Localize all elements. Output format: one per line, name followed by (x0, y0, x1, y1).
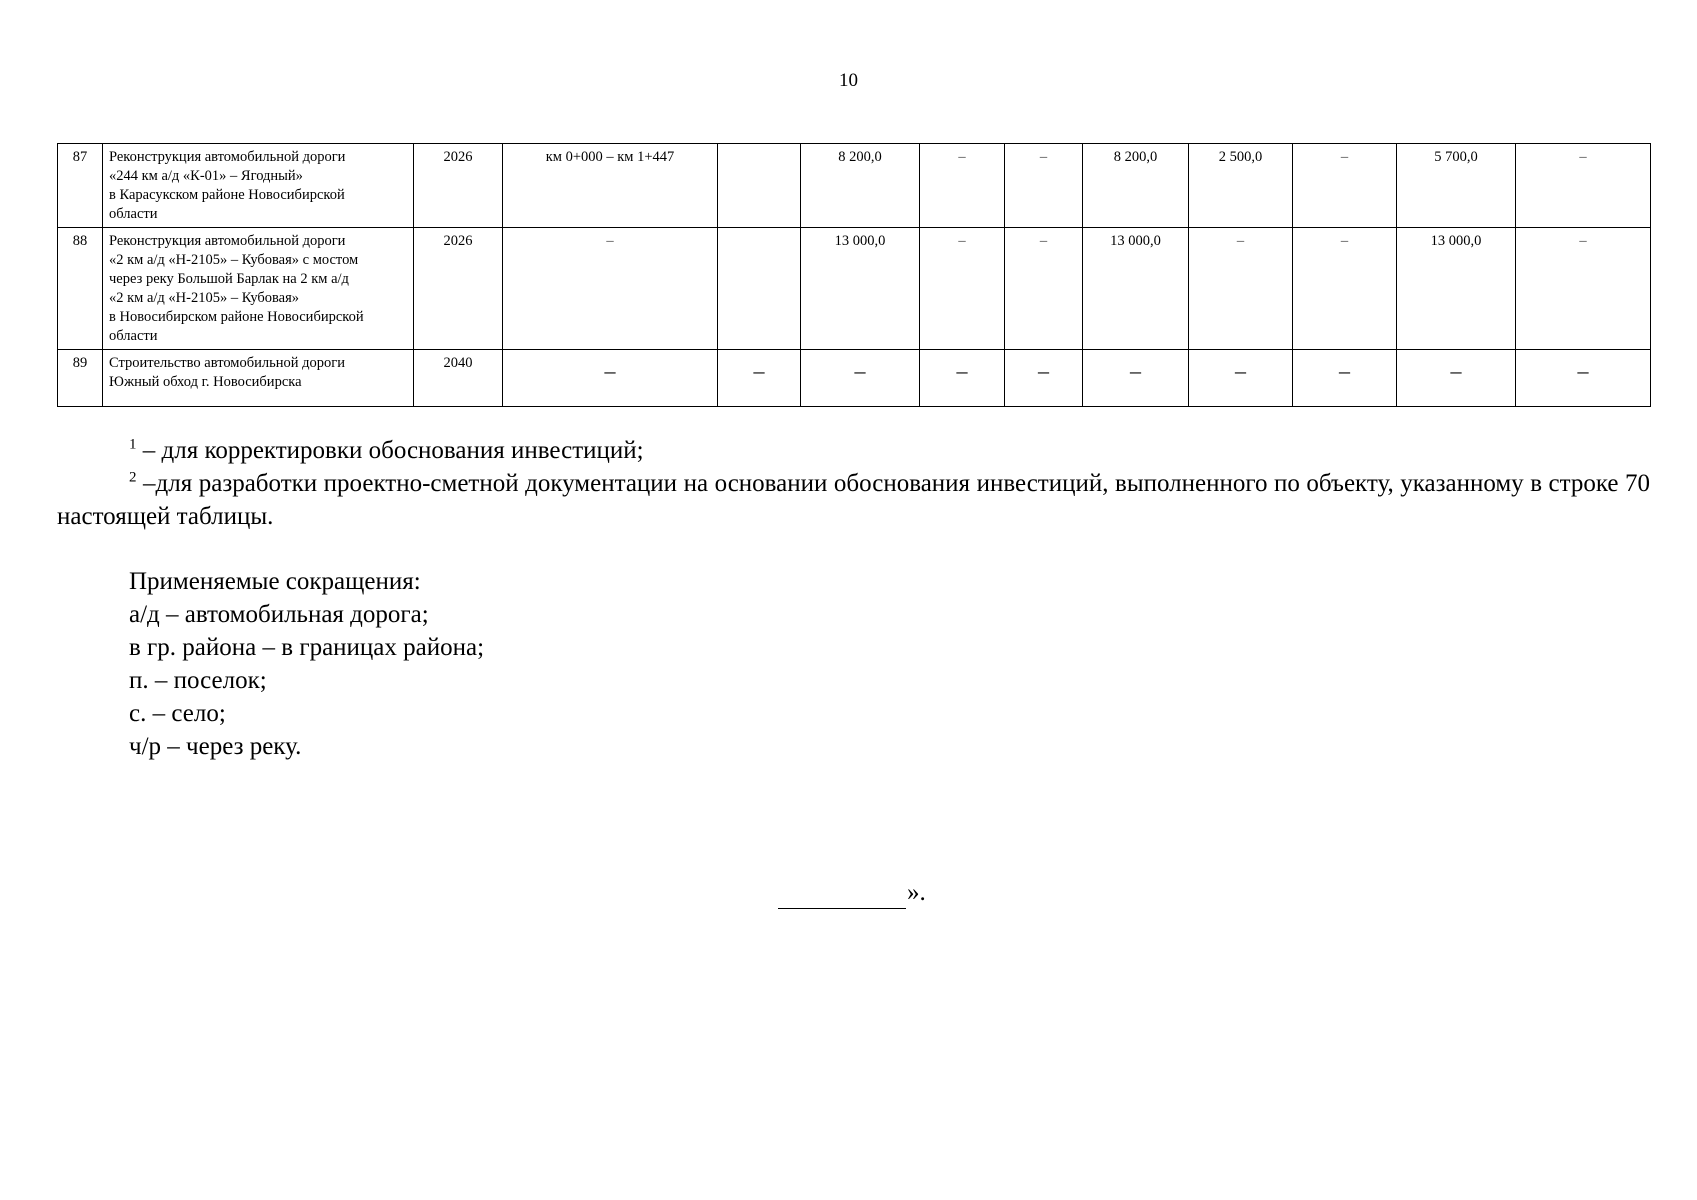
value-cell: – (1189, 350, 1293, 407)
row-number: 89 (58, 350, 103, 407)
investment-table (57, 143, 1651, 407)
value-cell: – (1005, 144, 1083, 228)
section-cell: – (503, 228, 718, 350)
row-number: 88 (58, 228, 103, 350)
value-cell: 13 000,0 (1397, 228, 1516, 350)
value-cell: – (1293, 144, 1397, 228)
closing-line (778, 880, 906, 909)
table-row (58, 350, 1651, 407)
value-cell: – (801, 350, 920, 407)
footnote-text: – для корректировки обоснования инвестиций; (136, 437, 644, 464)
abbreviations (129, 565, 484, 763)
footnotes (57, 434, 1650, 533)
abbreviation-item: ч/р – через реку. (129, 733, 302, 760)
value-cell: – (1516, 144, 1651, 228)
value-cell: 13 000,0 (801, 228, 920, 350)
page-number: 10 (839, 70, 858, 91)
abbreviation-item: п. – поселок; (129, 667, 267, 694)
value-cell: – (1083, 350, 1189, 407)
section-cell: км 0+000 – км 1+447 (503, 144, 718, 228)
year-cell: 2026 (414, 144, 503, 228)
value-cell: – (1005, 228, 1083, 350)
value-cell: – (920, 228, 1005, 350)
value-cell: – (920, 144, 1005, 228)
value-cell: – (718, 350, 801, 407)
table-row (58, 144, 1651, 228)
footnote-mark: 2 (129, 469, 137, 486)
abbreviation-item: с. – село; (129, 700, 226, 727)
closing-mark: ». (778, 876, 926, 909)
table-row (58, 228, 1651, 350)
year-cell: 2026 (414, 228, 503, 350)
year-cell: 2040 (414, 350, 503, 407)
footnote-text: –для разработки проектно-сметной документации на основании обоснования инвестиций, выполненного по объекту, указанному в строке 70 настоящей таблицы. (57, 470, 1650, 530)
value-cell: – (1516, 350, 1651, 407)
object-name: Реконструкция автомобильной дороги «2 км а/д «Н-2105» – Кубовая» с мостом через реку Большой Барлак на 2 км а/д «2 км а/д «Н-2105» – Кубовая» в Новосибирском районе Новосибирской области (103, 228, 414, 350)
section-cell: – (503, 350, 718, 407)
value-cell: 13 000,0 (1083, 228, 1189, 350)
value-cell: 8 200,0 (801, 144, 920, 228)
value-cell: – (1293, 228, 1397, 350)
object-name: Строительство автомобильной дороги Южный обход г. Новосибирска (103, 350, 414, 407)
abbreviations-title: Применяемые сокращения: (129, 568, 421, 595)
value-cell: – (1189, 228, 1293, 350)
value-cell: – (1397, 350, 1516, 407)
value-cell: 2 500,0 (1189, 144, 1293, 228)
value-cell: 8 200,0 (1083, 144, 1189, 228)
value-cell: – (920, 350, 1005, 407)
row-number: 87 (58, 144, 103, 228)
footnote-2 (57, 467, 1650, 533)
value-cell: – (1005, 350, 1083, 407)
value-cell: 5 700,0 (1397, 144, 1516, 228)
footnote-1 (57, 434, 1650, 467)
abbreviation-item: а/д – автомобильная дорога; (129, 601, 429, 628)
value-cell: – (1516, 228, 1651, 350)
object-name: Реконструкция автомобильной дороги «244 км а/д «К-01» – Ягодный» в Карасукском районе Новосибирской области (103, 144, 414, 228)
value-cell (718, 228, 801, 350)
value-cell (718, 144, 801, 228)
footnote-mark: 1 (129, 436, 137, 453)
value-cell: – (1293, 350, 1397, 407)
abbreviation-item: в гр. района – в границах района; (129, 634, 485, 661)
